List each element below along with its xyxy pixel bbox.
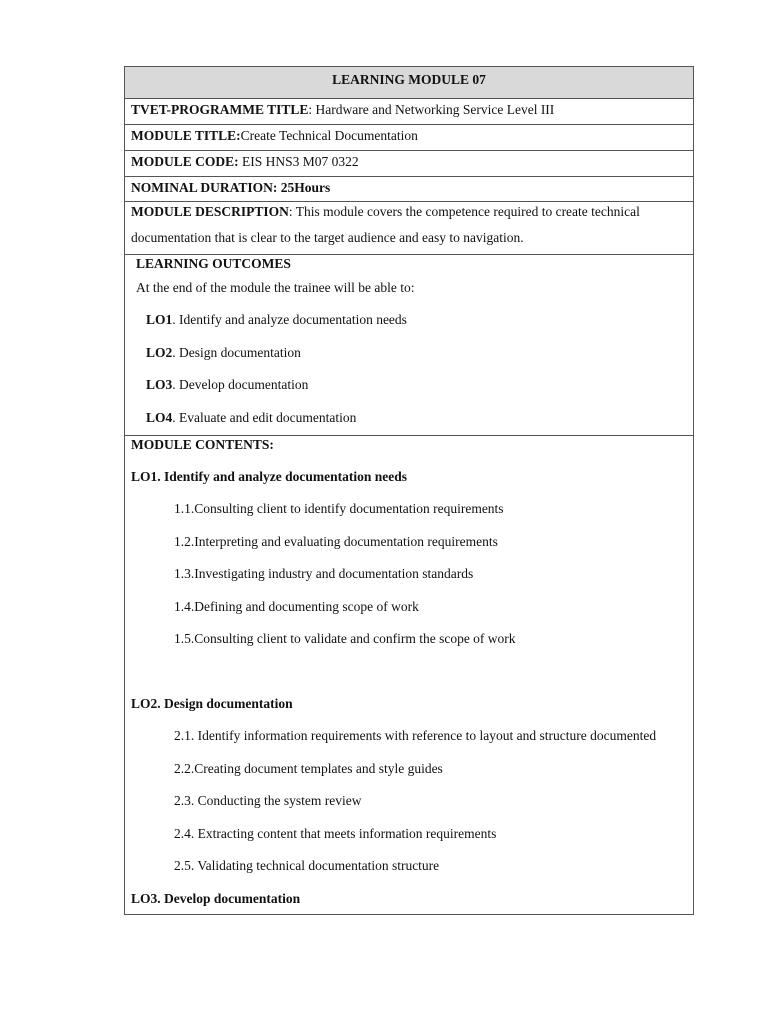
module-title-value: Create Technical Documentation xyxy=(240,128,418,143)
content-item: 1.1.Consulting client to identify documentation requirements xyxy=(174,501,504,516)
content-item: 1.4.Defining and documenting scope of work xyxy=(174,599,419,614)
outcome-item xyxy=(146,312,407,328)
outcome-item xyxy=(146,377,308,393)
content-item: 2.2.Creating document templates and style guides xyxy=(174,761,443,776)
outcome-code: LO2 xyxy=(146,345,173,360)
description-label: MODULE DESCRIPTION xyxy=(131,204,289,219)
module-code-row xyxy=(125,151,693,177)
contents-lo2-title: LO2. Design documentation xyxy=(131,696,293,711)
duration-row xyxy=(125,177,693,202)
programme-row xyxy=(125,99,693,125)
duration-label: NOMINAL DURATION: 25Hours xyxy=(131,180,331,195)
content-item: 1.5.Consulting client to validate and confirm the scope of work xyxy=(174,631,516,646)
module-code-value: EIS HNS3 M07 0322 xyxy=(242,154,359,169)
description-row xyxy=(125,202,693,255)
contents-lo1-title: LO1. Identify and analyze documentation needs xyxy=(131,469,408,484)
module-header xyxy=(125,67,693,99)
content-item: 1.2.Interpreting and evaluating documentation requirements xyxy=(174,534,498,549)
contents-row xyxy=(125,436,693,916)
outcomes-row xyxy=(125,255,693,436)
content-item: 2.3. Conducting the system review xyxy=(174,793,362,808)
outcomes-intro: At the end of the module the trainee will be able to: xyxy=(136,280,415,295)
module-table xyxy=(124,66,694,915)
content-item: 2.1. Identify information requirements with reference to layout and structure documented xyxy=(174,728,657,743)
content-item: 2.5. Validating technical documentation structure xyxy=(174,858,440,873)
outcome-text: . Develop documentation xyxy=(172,377,309,392)
module-code-label: MODULE CODE: xyxy=(131,154,242,169)
outcomes-heading: LEARNING OUTCOMES xyxy=(136,256,291,271)
outcome-text: . Design documentation xyxy=(172,345,301,360)
outcome-text: . Identify and analyze documentation needs xyxy=(172,312,407,327)
programme-label: TVET-PROGRAMME TITLE xyxy=(131,102,309,117)
outcome-text: . Evaluate and edit documentation xyxy=(172,410,357,425)
module-title-row xyxy=(125,125,693,151)
description-line2: documentation that is clear to the target audience and easy to navigation. xyxy=(131,230,524,245)
module-title-label: MODULE TITLE: xyxy=(131,128,241,143)
contents-lo3-title: LO3. Develop documentation xyxy=(131,891,301,906)
content-item: 1.3.Investigating industry and documentation standards xyxy=(174,566,474,581)
outcome-code: LO3 xyxy=(146,377,173,392)
module-header-title: LEARNING MODULE 07 xyxy=(332,72,486,87)
contents-heading: MODULE CONTENTS: xyxy=(131,437,274,452)
content-item: 2.4. Extracting content that meets information requirements xyxy=(174,826,497,841)
outcome-item xyxy=(146,345,301,361)
description-line1: : This module covers the competence required to create technical xyxy=(288,204,640,219)
outcome-code: LO1 xyxy=(146,312,173,327)
outcome-item xyxy=(146,410,356,426)
programme-value: : Hardware and Networking Service Level III xyxy=(308,102,555,117)
outcome-code: LO4 xyxy=(146,410,173,425)
